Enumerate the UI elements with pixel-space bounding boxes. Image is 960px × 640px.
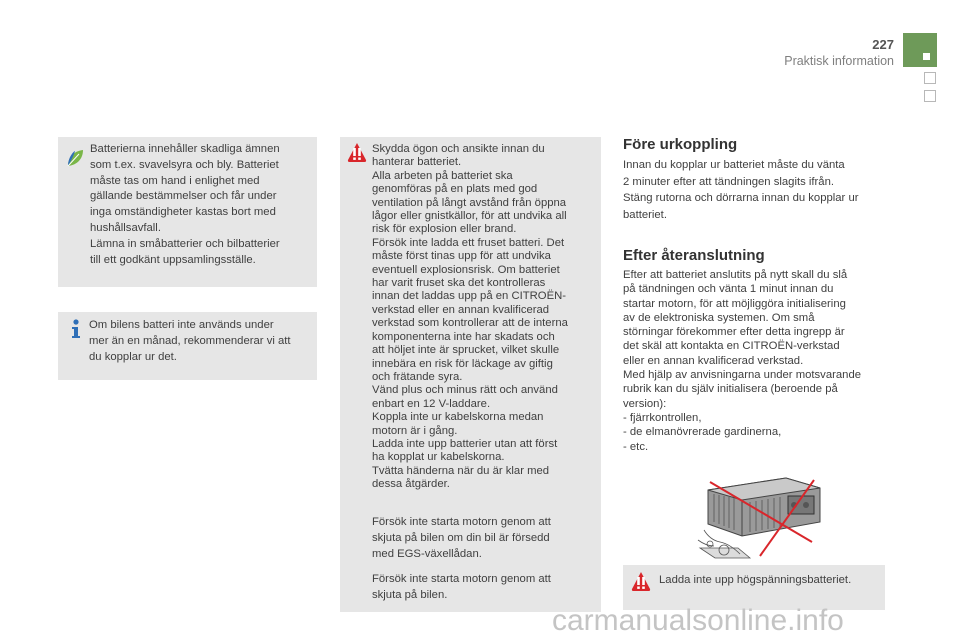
page-number: 227 (872, 37, 894, 52)
info-icon (66, 318, 86, 340)
section-tab-marker (903, 33, 937, 67)
warning-icon (347, 142, 367, 164)
info-note-text: Om bilens batteri inte används under mer än en månad, rekommenderar vi att du kopplar ur det. (89, 319, 291, 363)
heading-after-reconnect: Efter återanslutning (623, 247, 765, 264)
section-marker-outline (924, 72, 936, 84)
eco-note-box (58, 137, 317, 287)
section-title: Praktisk information (784, 54, 894, 68)
before-disconnect-text: Innan du kopplar ur batteriet måste du vänta 2 minuter efter att tändningen slagits ifrån. Stäng rutorna och dörrarna innan du kopplar ur batteriet. (623, 159, 859, 221)
crossed-battery-image (690, 470, 838, 560)
warning-icon (631, 571, 651, 593)
eco-leaf-icon (65, 147, 85, 169)
info-note-box (58, 312, 317, 380)
warning-box (340, 137, 601, 612)
high-voltage-warning-text: Ladda inte upp högspänningsbatteriet. (659, 574, 852, 586)
watermark: carmanualsonline.info (552, 604, 844, 637)
after-reconnect-text: Efter att batteriet anslutits på nytt skall du slå på tändningen och vänta 1 minut innan du startar motorn, för att möjliggöra initialisering av de elektroniska systemen. Om små störningar förekommer efter detta ingrepp är det skäl att kontakta en CITROËN-verkstad eller en annan kvalificerad verkstad. Med hjälp av anvisningarna under motsvarande rubrik kan du själv initialisera (beroende på version): - fjärrkontrollen, - de elmanövrerade gardinerna, - etc. (623, 269, 862, 453)
heading-before-disconnect: Före urkoppling (623, 136, 738, 153)
eco-note-text: Batterierna innehåller skadliga ämnen som t.ex. svavelsyra och bly. Batteriet måste tas om hand i enlighet med gällande bestämmelser och får under inga omständigheter kastas bort med hushållsavfall. Lämna in småbatterier och bilbatterier till ett godkänt uppsamlingsställe. (90, 143, 280, 266)
egs-push-start-warning: Försök inte starta motorn genom att skjuta på bilen om din bil är försedd med EGS-växellådan. (372, 516, 551, 560)
push-start-warning: Försök inte starta motorn genom att skjuta på bilen. (372, 573, 551, 601)
battery-safety-warning: Skydda ögon och ansikte innan du hanterar batteriet. Alla arbeten på batteriet ska genomföras på en plats med god ventilation på långt avstånd från öppna lågor eller gnistkällor, för att undvika all risk för explosion eller brand. Försök inte ladda ett fruset batteri. Det måste först tinas upp för att undvika eventuell explosionsrisk. Om batteriet har varit fruset ska det kontrolleras innan det laddas upp på en CITROËN- verkstad eller en annan kvalificerad verkstad som kontrollerar att de interna komponenterna inte har skadats och att höljet inte är sprucket, vilket skulle innebära en risk för läckage av giftig och frätande syra. Vänd plus och minus rätt och använd enbart en 12 V-laddare. Koppla inte ur kabelskorna medan motorn är i gång. Ladda inte upp batterier utan att först ha kopplat ur kabelskorna. Tvätta händerna när du är klar med dessa åtgärder. (372, 143, 568, 491)
section-marker-outline (924, 90, 936, 102)
